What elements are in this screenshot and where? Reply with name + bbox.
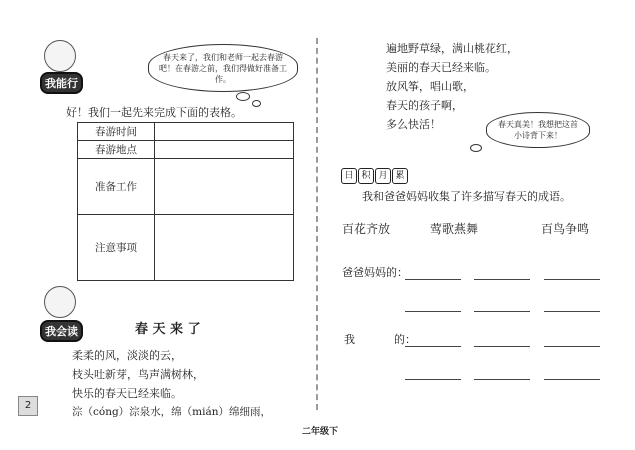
idioms-intro: 我和爸爸妈妈收集了许多描写春天的成语。 bbox=[362, 190, 571, 203]
poem-line: 美丽的春天已经来临。 bbox=[386, 61, 496, 74]
cell-place[interactable] bbox=[155, 141, 294, 159]
cell-notes[interactable] bbox=[155, 215, 294, 281]
badge-can-read: 我会读 bbox=[40, 320, 83, 342]
me-label: 我 bbox=[344, 333, 355, 346]
speech-cloud-right-text: 春天真美！我想把这首小诗背下来！ bbox=[498, 120, 578, 140]
table-row bbox=[78, 123, 294, 141]
poem-line: 多么快活！ bbox=[386, 118, 441, 131]
answer-line[interactable] bbox=[544, 279, 600, 280]
section-heading-accumulate bbox=[341, 163, 409, 184]
me-suffix: 的： bbox=[394, 333, 416, 346]
speech-cloud-right bbox=[486, 112, 590, 148]
idiom-item: 莺歌燕舞 bbox=[430, 222, 479, 236]
row-label-notes: 注意事项 bbox=[78, 215, 155, 281]
answer-line[interactable] bbox=[474, 311, 530, 312]
section-tile: 累 bbox=[392, 168, 408, 184]
section-tile: 月 bbox=[375, 168, 391, 184]
speech-cloud-top-text: 春天来了，我们和老师一起去春游吧！在春游之前，我们得做好准备工作。 bbox=[159, 52, 287, 84]
answer-line[interactable] bbox=[544, 311, 600, 312]
poem-line: 遍地野草绿，满山桃花红， bbox=[386, 42, 518, 55]
parents-label: 爸爸妈妈的： bbox=[342, 266, 408, 279]
cloud-tail-icon bbox=[470, 144, 482, 152]
idiom-item: 百鸟争鸣 bbox=[541, 222, 590, 236]
row-label-time: 春游时间 bbox=[78, 123, 155, 141]
poem-line: 春天的孩子啊， bbox=[386, 99, 463, 112]
cell-time[interactable] bbox=[155, 123, 294, 141]
poem-line: 放风筝，唱山歌， bbox=[386, 80, 474, 93]
table-intro: 好！我们一起先来完成下面的表格。 bbox=[66, 106, 242, 119]
table-row bbox=[78, 159, 294, 215]
girl-illustration-icon bbox=[44, 286, 76, 318]
answer-line[interactable] bbox=[544, 379, 600, 380]
badge-can-do: 我能行 bbox=[40, 72, 83, 94]
answer-line[interactable] bbox=[405, 379, 461, 380]
answer-line[interactable] bbox=[405, 279, 461, 280]
speech-cloud-top bbox=[148, 44, 298, 92]
poem-title: 春 天 来 了 bbox=[135, 322, 201, 337]
row-label-preparation: 准备工作 bbox=[78, 159, 155, 215]
row-label-place: 春游地点 bbox=[78, 141, 155, 159]
answer-line[interactable] bbox=[474, 279, 530, 280]
answer-line[interactable] bbox=[405, 311, 461, 312]
section-tile: 积 bbox=[358, 168, 374, 184]
page-number: 2 bbox=[18, 396, 38, 416]
idiom-item: 百花齐放 bbox=[342, 222, 391, 236]
section-tile: 日 bbox=[341, 168, 357, 184]
table-row bbox=[78, 141, 294, 159]
cloud-tail-icon bbox=[236, 92, 250, 101]
answer-line[interactable] bbox=[405, 346, 461, 347]
answer-line[interactable] bbox=[474, 346, 530, 347]
poem-line: 枝头吐新芽，鸟声满树林， bbox=[72, 368, 204, 381]
page-divider bbox=[316, 38, 318, 410]
table-row bbox=[78, 215, 294, 281]
cloud-tail-small-icon bbox=[252, 100, 261, 107]
answer-line[interactable] bbox=[544, 346, 600, 347]
poem-line: 淙（cóng）淙泉水，绵（mián）绵细雨， bbox=[72, 406, 272, 418]
cell-preparation[interactable] bbox=[155, 159, 294, 215]
poem-line: 快乐的春天已经来临。 bbox=[72, 387, 182, 400]
trip-plan-table bbox=[77, 122, 294, 281]
answer-line[interactable] bbox=[474, 379, 530, 380]
boy-illustration-icon bbox=[44, 40, 76, 72]
footer-grade: 二年级下 bbox=[302, 427, 339, 437]
poem-line: 柔柔的风，淡淡的云， bbox=[72, 349, 182, 362]
